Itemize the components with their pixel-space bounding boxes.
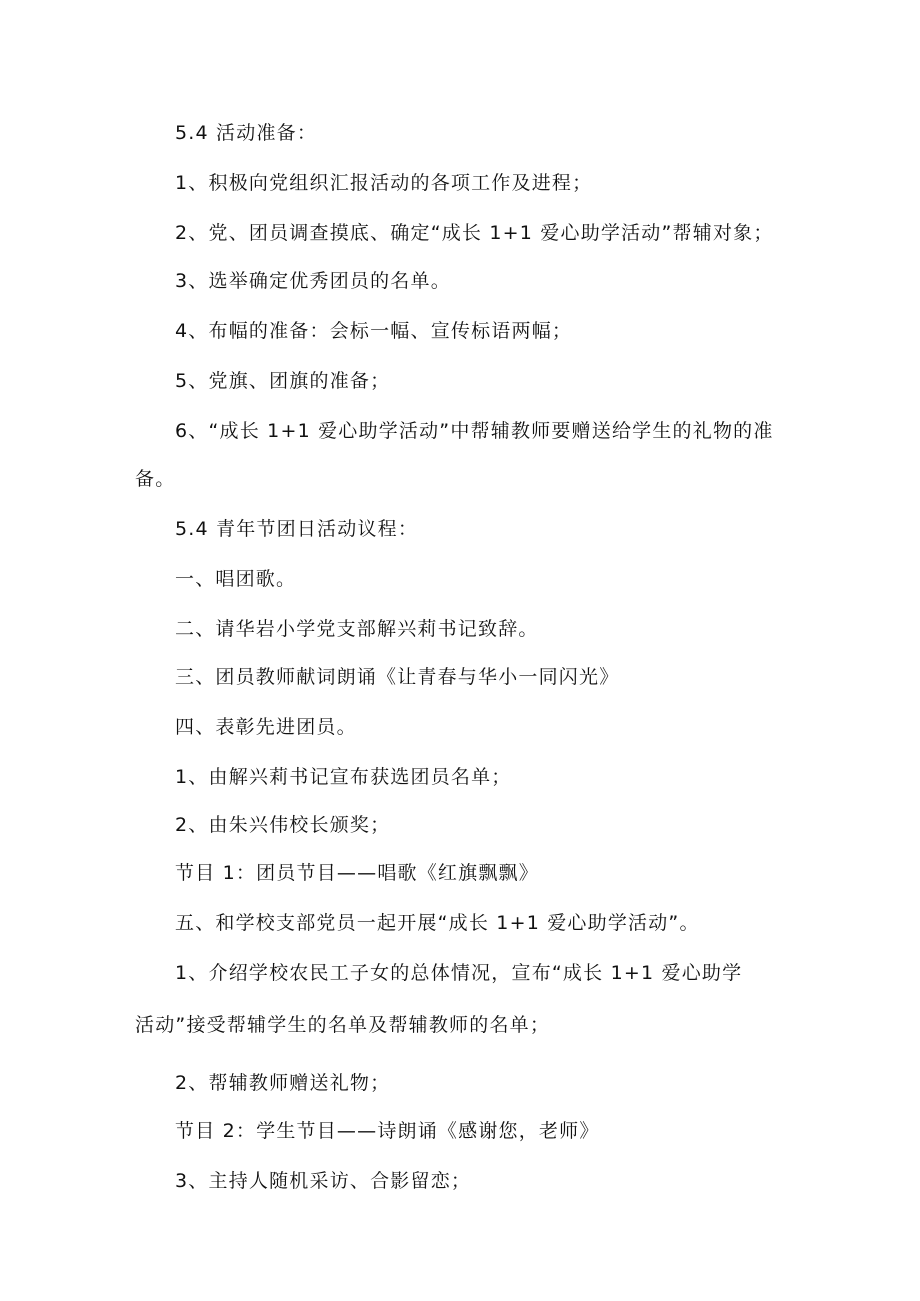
preparation-item-2: 2、党、团员调查摸底、确定“成长 1+1 爱心助学活动”帮辅对象； [175,222,774,244]
preparation-item-6-continued: 备。 [135,468,176,490]
section-heading-agenda: 5.4 青年节团日活动议程： [175,518,419,540]
section-heading-preparation: 5.4 活动准备： [175,122,318,144]
agenda-item-5-sub-2: 2、帮辅教师赠送礼物； [175,1072,391,1094]
agenda-item-4: 四、表彰先进团员。 [175,716,357,738]
preparation-item-5: 5、党旗、团旗的准备； [175,370,391,392]
preparation-item-6: 6、“成长 1+1 爱心助学活动”中帮辅教师要赠送给学生的礼物的准 [175,420,774,442]
agenda-item-4-sub-1: 1、由解兴莉书记宣布获选团员名单； [175,766,512,788]
preparation-item-3: 3、选举确定优秀团员的名单。 [175,270,451,292]
program-2: 节目 2：学生节目——诗朗诵《感谢您，老师》 [175,1120,600,1142]
agenda-item-1: 一、唱团歌。 [175,568,297,590]
agenda-item-4-sub-2: 2、由朱兴伟校长颁奖； [175,814,391,836]
agenda-item-5-sub-3: 3、主持人随机采访、合影留恋； [175,1170,472,1192]
agenda-item-5-sub-1-continued: 活动”接受帮辅学生的名单及帮辅教师的名单； [135,1014,551,1036]
agenda-item-5: 五、和学校支部党员一起开展“成长 1+1 爱心助学活动”。 [175,912,700,934]
agenda-item-5-sub-1: 1、介绍学校农民工子女的总体情况，宣布“成长 1+1 爱心助学 [175,962,743,984]
program-1: 节目 1：团员节目——唱歌《红旗飘飘》 [175,862,539,884]
agenda-item-2: 二、请华岩小学党支部解兴莉书记致辞。 [175,618,539,640]
agenda-item-3: 三、团员教师献词朗诵《让青春与华小一同闪光》 [175,666,620,688]
preparation-item-4: 4、布幅的准备：会标一幅、宣传标语两幅； [175,320,573,342]
preparation-item-1: 1、积极向党组织汇报活动的各项工作及进程； [175,172,593,194]
